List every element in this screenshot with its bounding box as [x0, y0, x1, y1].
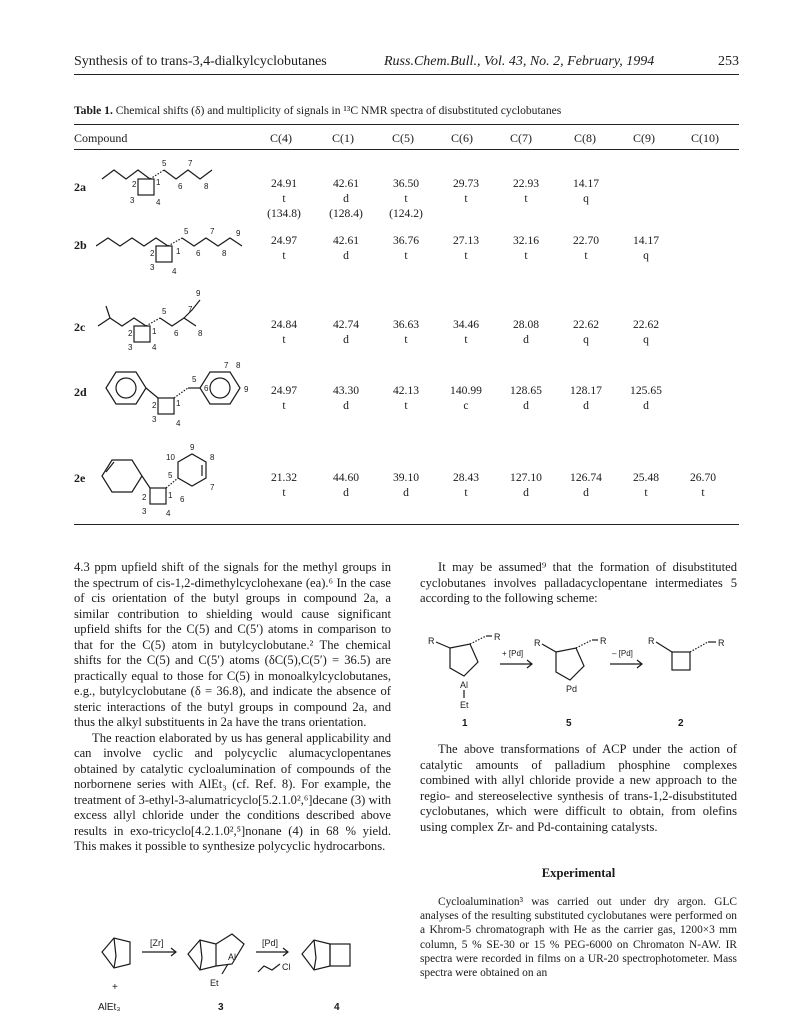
- multiplicity-value: d: [583, 399, 589, 412]
- multiplicity-value: (124.2): [389, 207, 423, 220]
- chemical-shift-value: 21.32: [270, 471, 298, 484]
- svg-text:9: 9: [244, 385, 249, 394]
- compound-label-2d: 2d: [74, 385, 87, 399]
- chemical-shift-value: 140.99: [450, 384, 482, 397]
- structure-2a: [96, 155, 246, 213]
- running-head-title: Synthesis of to trans-3,4-dialkylcyclobutanes: [74, 54, 327, 69]
- chemical-shift-value: 28.43: [452, 471, 480, 484]
- chemical-shift-value: 128.17: [570, 384, 602, 397]
- multiplicity-value: q: [583, 192, 589, 205]
- svg-text:Cl: Cl: [282, 962, 291, 972]
- svg-text:8: 8: [198, 329, 203, 338]
- svg-text:R: R: [648, 636, 655, 646]
- chemical-shift-value: 125.65: [630, 384, 662, 397]
- multiplicity-value: d: [343, 333, 349, 346]
- svg-text:3: 3: [150, 263, 155, 272]
- multiplicity-value: t: [404, 249, 408, 262]
- svg-text:10: 10: [166, 453, 175, 462]
- chemical-shift-value: 43.30: [332, 384, 360, 397]
- chemical-shift-value: 24.97: [270, 384, 298, 397]
- svg-text:R: R: [600, 636, 607, 646]
- multiplicity-value: d: [343, 249, 349, 262]
- svg-text:AlEt₃: AlEt₃: [98, 1002, 121, 1013]
- structure-2e: [96, 440, 246, 516]
- multiplicity-value: t: [404, 399, 408, 412]
- table-caption: [74, 104, 739, 117]
- svg-text:4: 4: [176, 419, 181, 428]
- chemical-shift-value: 44.60: [332, 471, 360, 484]
- scheme-palladacyclopentane: [420, 630, 737, 735]
- svg-text:3: 3: [152, 415, 157, 424]
- svg-text:2: 2: [132, 180, 137, 189]
- compound-label-2a: 2a: [74, 180, 86, 194]
- svg-text:1: 1: [152, 327, 157, 336]
- right-paragraph-2: The above transformations of ACP under the action of catalytic amounts of palladium phosphine complexes combined with allyl chloride provide a new approach to the regio- and stereoselective synthesis of trans-1,2-disubstituted cyclobutanes, which were difficult to obtain, from olefins using complex Zr- and Pd-containing catalysts.: [420, 742, 737, 834]
- right-paragraph-1: It may be assumed⁹ that the formation of disubstituted cyclobutanes involves palladacyclopentane intermediates 5 according to the following scheme:: [420, 560, 737, 605]
- svg-text:1: 1: [156, 178, 161, 187]
- svg-text:7: 7: [224, 361, 229, 370]
- svg-text:1: 1: [462, 718, 468, 729]
- multiplicity-value: d: [343, 192, 349, 205]
- svg-text:8: 8: [236, 361, 241, 370]
- svg-text:R: R: [718, 638, 725, 648]
- structure-2c: [96, 288, 246, 352]
- svg-text:2: 2: [128, 329, 133, 338]
- svg-text:Al: Al: [460, 680, 469, 690]
- svg-text:8: 8: [204, 182, 209, 191]
- multiplicity-value: t: [282, 249, 286, 262]
- page-number: 253: [718, 54, 739, 69]
- right-column-middle: [420, 742, 737, 835]
- multiplicity-value: t: [701, 486, 705, 499]
- chemical-shift-value: 25.48: [632, 471, 660, 484]
- chemical-shift-value: 27.13: [452, 234, 480, 247]
- chemical-shift-value: 26.70: [689, 471, 717, 484]
- table-cell: [611, 383, 681, 413]
- svg-text:4: 4: [152, 343, 157, 352]
- svg-text:9: 9: [236, 229, 241, 238]
- experimental-section: [420, 895, 737, 980]
- svg-text:6: 6: [180, 495, 185, 504]
- chemical-shift-value: 14.17: [572, 177, 600, 190]
- multiplicity-value: (134.8): [267, 207, 301, 220]
- multiplicity-value: d: [403, 486, 409, 499]
- compound-label-2e: 2e: [74, 471, 86, 485]
- svg-text:3: 3: [142, 507, 147, 516]
- chemical-shift-value: 42.61: [332, 234, 360, 247]
- multiplicity-value: t: [282, 399, 286, 412]
- multiplicity-value: d: [523, 486, 529, 499]
- svg-text:2: 2: [678, 718, 684, 729]
- svg-text:[Pd]: [Pd]: [262, 938, 279, 948]
- chemical-shift-value: 128.65: [510, 384, 542, 397]
- svg-text:– [Pd]: – [Pd]: [612, 649, 633, 658]
- multiplicity-value: t: [464, 486, 468, 499]
- header-c9: C(9): [633, 131, 655, 145]
- multiplicity-value: d: [523, 333, 529, 346]
- left-paragraph-1: 4.3 ppm upfield shift of the signals for the methyl groups in the spectrum of cis-1,2-dimethylcyclohexane (ea).⁶ In the case of cis orientation of the butyl groups in compound 2a, a similar contribution to shielding would cause significant upfield shifts for the C(5) and C(5′) atoms in comparison to that for the C(5) atom in butylcyclobutane.² The chemical shifts for the C(5) and C(5′) atoms (δC(5),C(5′) = 36.5) are practically equal to those for C(5) in monoalkylcyclobutanes, e.g., butylcyclobutane (δ = 36.8), and indicate the absence of steric interactions of the butyl groups in compound 2a, and thus the alkyl substituents in 2a have the trans orientation.: [74, 560, 391, 729]
- chemical-shift-value: 34.46: [452, 318, 480, 331]
- svg-text:7: 7: [188, 305, 193, 314]
- multiplicity-value: t: [404, 192, 408, 205]
- svg-text:1: 1: [176, 399, 181, 408]
- scheme-alumatricyclodecane: [92, 912, 392, 1025]
- multiplicity-value: (128.4): [329, 207, 363, 220]
- svg-text:4: 4: [156, 198, 161, 207]
- multiplicity-value: t: [584, 249, 588, 262]
- chemical-shift-value: 24.97: [270, 234, 298, 247]
- svg-text:R: R: [428, 636, 435, 646]
- svg-text:8: 8: [210, 453, 215, 462]
- svg-text:6: 6: [196, 249, 201, 258]
- svg-text:Et: Et: [460, 700, 469, 710]
- chemical-shift-value: 42.61: [332, 177, 360, 190]
- table-bottom-rule: [74, 524, 739, 525]
- svg-text:7: 7: [210, 227, 215, 236]
- header-c1: C(1): [332, 131, 354, 145]
- svg-text:3: 3: [130, 196, 135, 205]
- chemical-shift-value: 22.62: [572, 318, 600, 331]
- multiplicity-value: c: [463, 399, 469, 412]
- chemical-shift-value: 29.73: [452, 177, 480, 190]
- chemical-shift-value: 24.84: [270, 318, 298, 331]
- svg-text:3: 3: [218, 1002, 224, 1013]
- svg-text:R: R: [534, 638, 541, 648]
- multiplicity-value: t: [464, 333, 468, 346]
- structure-2b: [96, 224, 256, 284]
- svg-text:R: R: [494, 632, 501, 642]
- svg-text:3: 3: [128, 343, 133, 352]
- table-cell: [249, 176, 319, 221]
- svg-text:2: 2: [142, 493, 147, 502]
- header-c4: C(4): [270, 131, 292, 145]
- svg-text:7: 7: [210, 483, 215, 492]
- table-cell: [249, 317, 319, 347]
- multiplicity-value: t: [464, 249, 468, 262]
- svg-text:5: 5: [162, 159, 167, 168]
- experimental-paragraph: Cycloalumination³ was carried out under dry argon. GLC analyses of the resulting substituted cyclobutanes were performed on a Khrom-5 chromatograph with He as the carrier gas, 1200×3 mm column, 5 % SE-30 or 15 % PEG-6000 on Chromaton N-AW. IR spectra were recorded in films on a UR-20 spectrophotometer. Mass spectra were obtained on an: [420, 896, 737, 980]
- chemical-shift-value: 22.62: [632, 318, 660, 331]
- chemical-shift-value: 22.70: [572, 234, 600, 247]
- header-c8: C(8): [574, 131, 596, 145]
- chemical-shift-value: 28.08: [512, 318, 540, 331]
- header-c7: C(7): [510, 131, 532, 145]
- svg-text:1: 1: [176, 247, 181, 256]
- svg-text:+: +: [112, 982, 118, 993]
- svg-text:9: 9: [196, 289, 201, 298]
- svg-text:2: 2: [150, 249, 155, 258]
- svg-text:7: 7: [188, 159, 193, 168]
- compound-label-2c: 2c: [74, 320, 86, 334]
- multiplicity-value: q: [643, 249, 649, 262]
- svg-text:8: 8: [222, 249, 227, 258]
- multiplicity-value: d: [583, 486, 589, 499]
- multiplicity-value: d: [343, 486, 349, 499]
- chemical-shift-value: 127.10: [510, 471, 542, 484]
- table-caption-label: Table 1.: [74, 104, 113, 117]
- multiplicity-value: t: [282, 486, 286, 499]
- structure-2d: [96, 360, 261, 430]
- svg-text:4: 4: [334, 1002, 340, 1013]
- svg-text:5: 5: [566, 718, 572, 729]
- svg-text:6: 6: [178, 182, 183, 191]
- compound-label-2b: 2b: [74, 238, 87, 252]
- svg-text:4: 4: [172, 267, 177, 276]
- table-cell: [551, 176, 621, 206]
- left-paragraph-2: The reaction elaborated by us has general applicability and can involve cyclic and polycyclic alumacyclopentanes obtained by catalytic cycloalumination of compounds of the norbornene series with AlEt₃ (cf. Ref. 8). For example, the treatment of 3-ethyl-3-alumatricyclo[5.2.1.0²,⁶]decane (3) with excess allyl chloride under the conditions described above results in exo-tricyclo[4.2.1.0²,⁵]nonane (4) in 68 % yield. This makes it possible to synthesize polycyclic hydrocarbons.: [74, 730, 391, 853]
- svg-text:5: 5: [184, 227, 189, 236]
- header-c10: C(10): [691, 131, 719, 145]
- chemical-shift-value: 39.10: [392, 471, 420, 484]
- chemical-shift-value: 126.74: [570, 471, 602, 484]
- multiplicity-value: t: [282, 333, 286, 346]
- table-header-rule: [74, 149, 739, 150]
- experimental-heading: Experimental: [541, 866, 616, 880]
- table-cell: [668, 470, 738, 500]
- table-caption-text: Chemical shifts (δ) and multiplicity of signals in ¹³C NMR spectra of disubstituted cyclobutanes: [115, 104, 562, 117]
- chemical-shift-value: 24.91: [270, 177, 298, 190]
- multiplicity-value: t: [282, 192, 286, 205]
- multiplicity-value: t: [524, 249, 528, 262]
- header-c6: C(6): [451, 131, 473, 145]
- table-cell: [611, 317, 681, 347]
- table-top-rule: [74, 124, 739, 125]
- multiplicity-value: t: [404, 333, 408, 346]
- svg-text:2: 2: [152, 401, 157, 410]
- svg-text:Et: Et: [210, 978, 219, 988]
- right-column-top: [420, 560, 737, 607]
- multiplicity-value: t: [464, 192, 468, 205]
- left-column: [74, 560, 391, 855]
- chemical-shift-value: 14.17: [632, 234, 660, 247]
- chemical-shift-value: 36.50: [392, 177, 420, 190]
- svg-text:9: 9: [190, 443, 195, 452]
- svg-text:4: 4: [166, 509, 171, 516]
- svg-text:5: 5: [192, 375, 197, 384]
- svg-text:Al: Al: [228, 952, 237, 962]
- svg-text:1: 1: [168, 491, 173, 500]
- svg-text:+ [Pd]: + [Pd]: [502, 649, 524, 658]
- journal-citation: Russ.Chem.Bull., Vol. 43, No. 2, February, 1994: [384, 54, 655, 69]
- svg-text:[Zr]: [Zr]: [150, 938, 164, 948]
- multiplicity-value: t: [524, 192, 528, 205]
- svg-text:6: 6: [174, 329, 179, 338]
- header-c5: C(5): [392, 131, 414, 145]
- multiplicity-value: d: [343, 399, 349, 412]
- multiplicity-value: q: [643, 333, 649, 346]
- svg-text:5: 5: [168, 471, 173, 480]
- chemical-shift-value: 32.16: [512, 234, 540, 247]
- svg-text:Pd: Pd: [566, 684, 578, 694]
- multiplicity-value: q: [583, 333, 589, 346]
- table-cell: [611, 233, 681, 263]
- multiplicity-value: t: [644, 486, 648, 499]
- chemical-shift-value: 36.76: [392, 234, 420, 247]
- multiplicity-value: d: [523, 399, 529, 412]
- table-cell: [249, 383, 319, 413]
- svg-text:5: 5: [162, 307, 167, 316]
- multiplicity-value: d: [643, 399, 649, 412]
- chemical-shift-value: 42.13: [392, 384, 420, 397]
- running-head: [74, 54, 739, 75]
- chemical-shift-value: 22.93: [512, 177, 540, 190]
- chemical-shift-value: 36.63: [392, 318, 420, 331]
- header-compound: Compound: [74, 131, 128, 145]
- chemical-shift-value: 42.74: [332, 318, 360, 331]
- table-cell: [249, 470, 319, 500]
- table-cell: [249, 233, 319, 263]
- svg-text:6: 6: [204, 384, 209, 393]
